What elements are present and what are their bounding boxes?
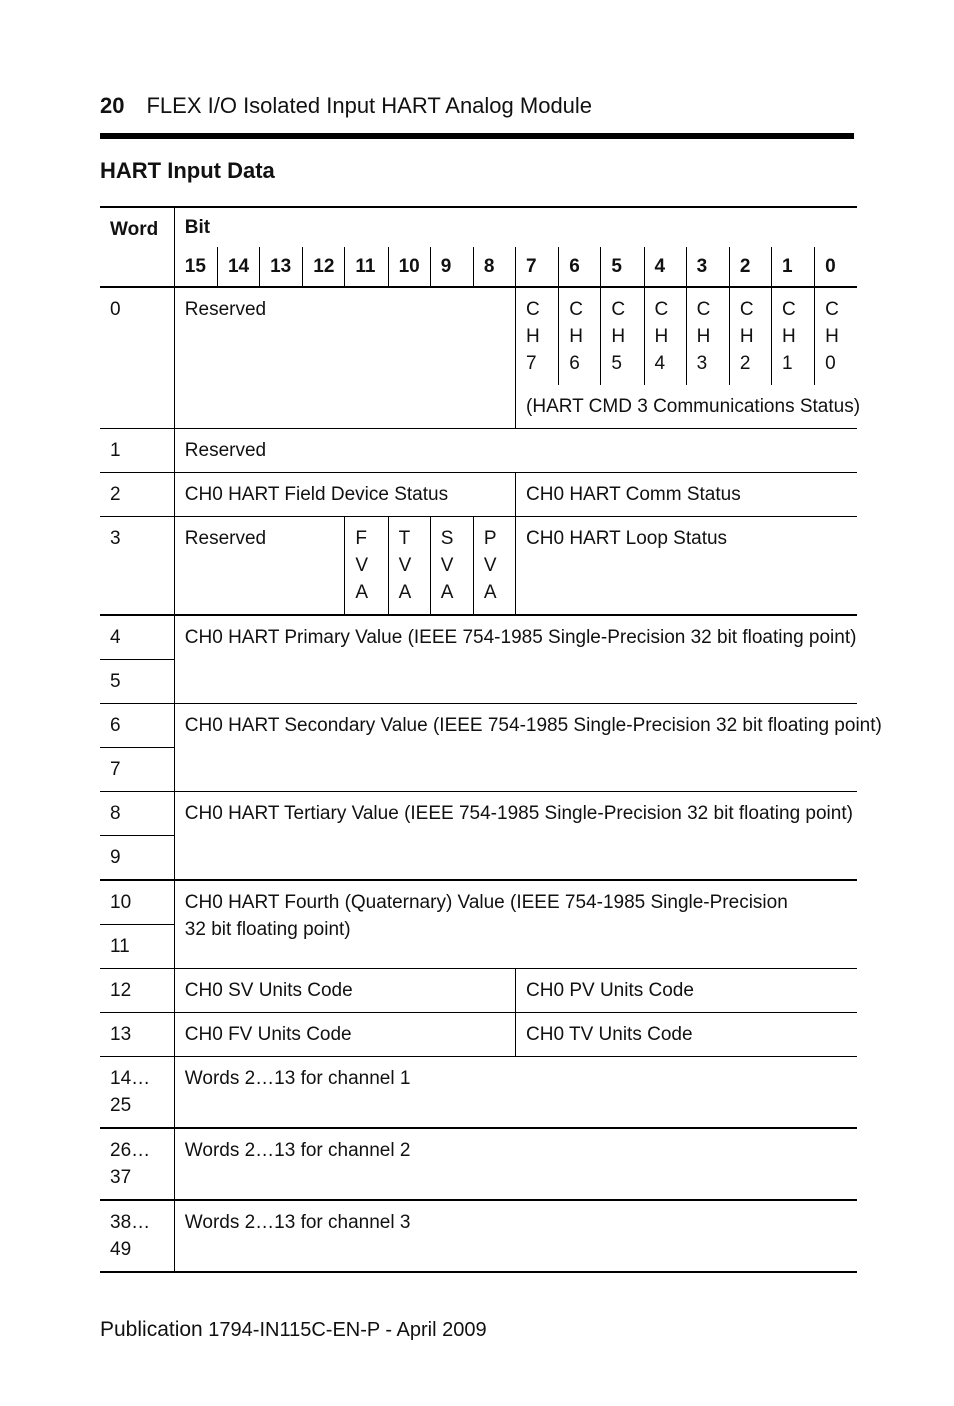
reserved-cell: Reserved xyxy=(174,429,857,473)
table-row xyxy=(100,1013,857,1057)
page-header xyxy=(100,93,592,119)
word-cell: 26… 37 xyxy=(100,1128,174,1200)
table-row xyxy=(100,1200,857,1272)
bit-3: 3 xyxy=(686,247,729,287)
page-number: 20 xyxy=(100,93,125,118)
word-cell: 0 xyxy=(100,287,174,429)
bit-12: 12 xyxy=(303,247,345,287)
pva-bit: P V A xyxy=(473,517,515,616)
comm-status-cell: CH0 HART Comm Status xyxy=(516,473,857,517)
word-cell: 12 xyxy=(100,969,174,1013)
tertiary-value-cell: CH0 HART Tertiary Value (IEEE 754-1985 Single-Precision 32 bit floating point) xyxy=(174,792,857,881)
tva-bit: T V A xyxy=(388,517,430,616)
bit-9: 9 xyxy=(430,247,473,287)
page-header-title: FLEX I/O Isolated Input HART Analog Module xyxy=(146,93,593,118)
sv-units-cell: CH0 SV Units Code xyxy=(174,969,515,1013)
word-cell: 1 xyxy=(100,429,174,473)
bit-7: 7 xyxy=(516,247,559,287)
channel-1-cell: Words 2…13 for channel 1 xyxy=(174,1057,857,1129)
fva-bit: F V A xyxy=(345,517,388,616)
ch5-bit: C H 5 xyxy=(601,287,644,385)
header-rule xyxy=(100,133,854,139)
bit-5: 5 xyxy=(601,247,644,287)
sva-bit: S V A xyxy=(430,517,473,616)
loop-status-cell: CH0 HART Loop Status xyxy=(516,517,857,616)
table-row xyxy=(100,792,857,836)
publication-footer xyxy=(100,1318,487,1342)
ch4-bit: C H 4 xyxy=(644,287,686,385)
bit-6: 6 xyxy=(559,247,601,287)
channel-2-cell: Words 2…13 for channel 2 xyxy=(174,1128,857,1200)
reserved-cell: Reserved xyxy=(174,517,345,616)
comm-status-cell: (HART CMD 3 Communications Status) xyxy=(516,385,857,429)
bit-14: 14 xyxy=(217,247,259,287)
bit-10: 10 xyxy=(388,247,430,287)
header-row-1 xyxy=(100,207,857,247)
bit-1: 1 xyxy=(771,247,814,287)
field-device-status-cell: CH0 HART Field Device Status xyxy=(174,473,515,517)
bit-2: 2 xyxy=(729,247,771,287)
ch2-bit: C H 2 xyxy=(729,287,771,385)
word-cell: 2 xyxy=(100,473,174,517)
ch0-bit: C H 0 xyxy=(815,287,857,385)
table-row xyxy=(100,969,857,1013)
bit-11: 11 xyxy=(345,247,388,287)
col-word-header: Word xyxy=(100,207,174,287)
word-cell: 38… 49 xyxy=(100,1200,174,1272)
word-cell: 9 xyxy=(100,836,174,881)
word-cell: 5 xyxy=(100,660,174,704)
fourth-value-cell: CH0 HART Fourth (Quaternary) Value (IEEE 754-1985 Single-Precision 32 bit floating point) xyxy=(174,880,857,969)
bit-13: 13 xyxy=(260,247,303,287)
tv-units-cell: CH0 TV Units Code xyxy=(516,1013,857,1057)
ch6-bit: C H 6 xyxy=(559,287,601,385)
word-cell: 11 xyxy=(100,925,174,969)
reserved-cell: Reserved xyxy=(174,287,515,429)
bit-0: 0 xyxy=(815,247,857,287)
word-cell: 6 xyxy=(100,704,174,748)
word-cell: 10 xyxy=(100,880,174,925)
ch7-bit: C H 7 xyxy=(516,287,559,385)
footer-label: Publication xyxy=(100,1318,203,1341)
publication-number: 1794-IN115C-EN-P - April 2009 xyxy=(208,1319,487,1341)
bit-8: 8 xyxy=(473,247,515,287)
table-row xyxy=(100,615,857,660)
word-cell: 3 xyxy=(100,517,174,616)
primary-value-cell: CH0 HART Primary Value (IEEE 754-1985 Single-Precision 32 bit floating point) xyxy=(174,615,857,704)
word-cell: 14… 25 xyxy=(100,1057,174,1129)
table-row xyxy=(100,1128,857,1200)
ch3-bit: C H 3 xyxy=(686,287,729,385)
word-cell: 7 xyxy=(100,748,174,792)
bit-15: 15 xyxy=(174,247,217,287)
table-row xyxy=(100,517,857,616)
table-row xyxy=(100,287,857,385)
fv-units-cell: CH0 FV Units Code xyxy=(174,1013,515,1057)
pv-units-cell: CH0 PV Units Code xyxy=(516,969,857,1013)
ch1-bit: C H 1 xyxy=(771,287,814,385)
bit-number-row xyxy=(100,247,857,287)
word-cell: 13 xyxy=(100,1013,174,1057)
channel-3-cell: Words 2…13 for channel 3 xyxy=(174,1200,857,1272)
table-row xyxy=(100,880,857,925)
secondary-value-cell: CH0 HART Secondary Value (IEEE 754-1985 Single-Precision 32 bit floating point) xyxy=(174,704,857,792)
word-cell: 8 xyxy=(100,792,174,836)
table-row xyxy=(100,429,857,473)
bit-4: 4 xyxy=(644,247,686,287)
col-bit-header: Bit xyxy=(174,207,857,247)
hart-input-data-table xyxy=(100,206,882,1273)
section-title: HART Input Data xyxy=(100,158,275,183)
word-cell: 4 xyxy=(100,615,174,660)
table-row xyxy=(100,704,857,748)
table-row xyxy=(100,473,857,517)
table-row xyxy=(100,1057,857,1129)
